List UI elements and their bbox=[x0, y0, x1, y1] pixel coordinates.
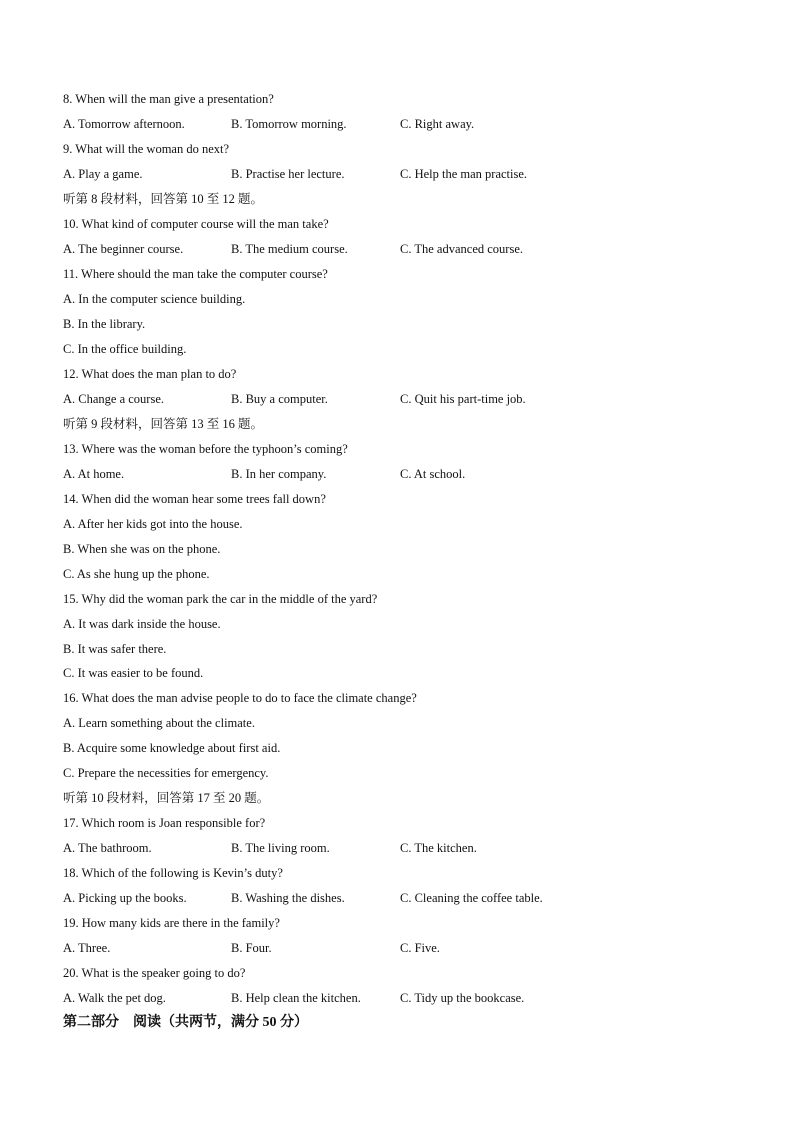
question-17: 17. Which room is Joan responsible for? bbox=[63, 816, 266, 830]
question-12: 12. What does the man plan to do? bbox=[63, 367, 237, 381]
option-c: C. Five. bbox=[400, 941, 440, 955]
option-a: A. Tomorrow afternoon. bbox=[63, 117, 185, 131]
option-c: C. The advanced course. bbox=[400, 242, 523, 256]
option-c: C. Cleaning the coffee table. bbox=[400, 891, 543, 905]
option-a: A. The bathroom. bbox=[63, 841, 152, 855]
instruction-17-20: 听第 10 段材料，回答第 17 至 20 题。 bbox=[63, 791, 270, 805]
option-b: B. The living room. bbox=[231, 841, 330, 855]
option-b: B. Tomorrow morning. bbox=[231, 117, 347, 131]
option-c: C. It was easier to be found. bbox=[63, 666, 204, 680]
option-a: A. Change a course. bbox=[63, 392, 165, 406]
option-c: C. Prepare the necessities for emergency. bbox=[63, 766, 269, 780]
option-a: A. At home. bbox=[63, 467, 125, 481]
options-18 bbox=[63, 889, 743, 907]
options-10 bbox=[63, 240, 743, 258]
section-title: 第二部分 阅读（共两节，满分 50 分） bbox=[63, 1015, 308, 1030]
option-c: C. The kitchen. bbox=[400, 841, 477, 855]
options-9 bbox=[63, 165, 743, 183]
option-a: A. Picking up the books. bbox=[63, 891, 187, 905]
question-8: 8. When will the man give a presentation? bbox=[63, 92, 274, 106]
question-13: 13. Where was the woman before the typhoon’s coming? bbox=[63, 442, 348, 456]
option-a: A. Play a game. bbox=[63, 167, 143, 181]
option-c: C. Quit his part-time job. bbox=[400, 392, 526, 406]
options-8 bbox=[63, 115, 743, 133]
option-c: C. Tidy up the bookcase. bbox=[400, 991, 525, 1005]
option-b: B. Acquire some knowledge about first aid. bbox=[63, 741, 281, 755]
instruction-10-12: 听第 8 段材料，回答第 10 至 12 题。 bbox=[63, 192, 264, 206]
option-b: B. Help clean the kitchen. bbox=[231, 991, 361, 1005]
option-b: B. In the library. bbox=[63, 317, 146, 331]
option-a: A. The beginner course. bbox=[63, 242, 184, 256]
option-a: A. It was dark inside the house. bbox=[63, 617, 221, 631]
question-20: 20. What is the speaker going to do? bbox=[63, 966, 246, 980]
option-a: A. Learn something about the climate. bbox=[63, 716, 255, 730]
option-c: C. Help the man practise. bbox=[400, 167, 528, 181]
option-a: A. Walk the pet dog. bbox=[63, 991, 166, 1005]
question-10: 10. What kind of computer course will the man take? bbox=[63, 217, 329, 231]
option-c: C. At school. bbox=[400, 467, 466, 481]
option-c: C. As she hung up the phone. bbox=[63, 567, 210, 581]
option-c: C. In the office building. bbox=[63, 342, 187, 356]
option-b: B. Washing the dishes. bbox=[231, 891, 345, 905]
option-b: B. In her company. bbox=[231, 467, 327, 481]
option-a: A. Three. bbox=[63, 941, 111, 955]
option-a: A. In the computer science building. bbox=[63, 292, 246, 306]
question-18: 18. Which of the following is Kevin’s duty? bbox=[63, 866, 283, 880]
option-b: B. It was safer there. bbox=[63, 642, 167, 656]
instruction-13-16: 听第 9 段材料，回答第 13 至 16 题。 bbox=[63, 417, 264, 431]
question-19: 19. How many kids are there in the family? bbox=[63, 916, 280, 930]
options-13 bbox=[63, 465, 743, 483]
question-9: 9. What will the woman do next? bbox=[63, 142, 230, 156]
question-14: 14. When did the woman hear some trees fall down? bbox=[63, 492, 326, 506]
option-a: A. After her kids got into the house. bbox=[63, 517, 243, 531]
question-15: 15. Why did the woman park the car in the middle of the yard? bbox=[63, 592, 378, 606]
option-b: B. The medium course. bbox=[231, 242, 348, 256]
question-16: 16. What does the man advise people to do to face the climate change? bbox=[63, 691, 417, 705]
options-12 bbox=[63, 390, 743, 408]
question-11: 11. Where should the man take the computer course? bbox=[63, 267, 328, 281]
options-17 bbox=[63, 839, 743, 857]
option-b: B. Four. bbox=[231, 941, 272, 955]
option-b: B. When she was on the phone. bbox=[63, 542, 221, 556]
options-20 bbox=[63, 989, 743, 1007]
options-19 bbox=[63, 939, 743, 957]
option-b: B. Practise her lecture. bbox=[231, 167, 345, 181]
option-b: B. Buy a computer. bbox=[231, 392, 328, 406]
option-c: C. Right away. bbox=[400, 117, 475, 131]
